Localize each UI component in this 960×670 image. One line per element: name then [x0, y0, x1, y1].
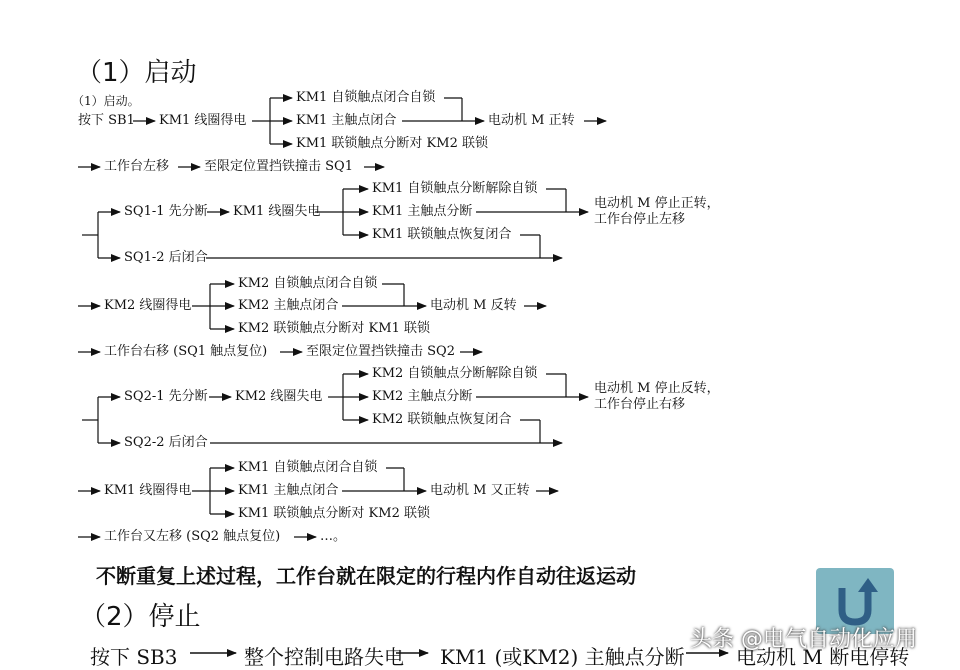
branch-label: KM1 主触点闭合 [238, 483, 339, 498]
coil-label: KM1 线圈得电 [104, 483, 192, 498]
circuit-off-label: 整个控制电路失电 [244, 645, 404, 669]
coil-label: KM2 线圈得电 [104, 298, 192, 313]
coil-label: KM1 线圈失电 [233, 204, 321, 219]
switch-label: SQ1-2 后闭合 [124, 250, 208, 265]
branch-label: KM1 联锁触点恢复闭合 [372, 227, 512, 242]
step-label: 工作台又左移 (SQ2 触点复位) [104, 529, 281, 544]
result-label: 电动机 M 反转 [430, 298, 517, 313]
branch-label: KM1 联锁触点分断对 KM2 联锁 [296, 136, 488, 151]
result-label: 电动机 M 停止反转， [594, 381, 720, 396]
branch-label: KM1 主触点闭合 [296, 113, 397, 128]
branch-label: KM2 自锁触点分断解除自锁 [372, 366, 538, 381]
press-sb3-label: 按下 SB3 [90, 645, 178, 669]
branch-label: KM1 自锁触点分断解除自锁 [372, 181, 538, 196]
branch-label: KM2 联锁触点分断对 KM1 联锁 [238, 321, 430, 336]
branch-label: KM1 自锁触点闭合自锁 [296, 90, 436, 105]
result-label: 电动机 M 停止正转， [594, 196, 720, 211]
branch-label: KM1 自锁触点闭合自锁 [238, 460, 378, 475]
result-label: 电动机 M 又正转 [430, 483, 530, 498]
switch-label: SQ1-1 先分断 [124, 204, 208, 219]
branch-label: KM2 主触点分断 [372, 389, 473, 404]
switch-label: SQ2-2 后闭合 [124, 435, 208, 450]
result-label: 工作台停止左移 [594, 212, 686, 227]
branch-label: KM1 联锁触点分断对 KM2 联锁 [238, 506, 430, 521]
coil-label: KM2 线圈失电 [235, 389, 323, 404]
watermark: 头条 @电气自动化应用 [690, 627, 917, 652]
km1-coil-energized-label: KM1 线圈得电 [159, 113, 247, 128]
motor-stop-label: 电动机 M 断电停转 [736, 645, 910, 669]
step-label: 工作台右移 (SQ1 触点复位) [104, 344, 268, 359]
step-label: 至限定位置挡铁撞击 SQ1 [204, 159, 353, 174]
main-contact-open-label: KM1 (或KM2) 主触点分断 [440, 645, 685, 669]
section-heading-stop: （2）停止 [80, 602, 201, 632]
branch-label: KM1 主触点分断 [372, 204, 473, 219]
branch-label: KM2 主触点闭合 [238, 298, 339, 313]
section-heading-start: （1）启动 [76, 58, 197, 88]
branch-label: KM2 联锁触点恢复闭合 [372, 412, 512, 427]
branch-label: KM2 自锁触点闭合自锁 [238, 276, 378, 291]
press-sb1-label: 按下 SB1 [78, 113, 135, 128]
result-label: 电动机 M 正转 [488, 113, 575, 128]
result-label: 工作台停止右移 [594, 397, 686, 412]
summary-text: 不断重复上述过程，工作台就在限定的行程内作自动往返运动 [96, 564, 636, 588]
step-label: 至限定位置挡铁撞击 SQ2 [306, 344, 455, 359]
section-caption: （1）启动。 [72, 94, 140, 108]
step-label: …。 [320, 529, 347, 544]
switch-label: SQ2-1 先分断 [124, 389, 208, 404]
step-label: 工作台左移 [104, 159, 170, 174]
